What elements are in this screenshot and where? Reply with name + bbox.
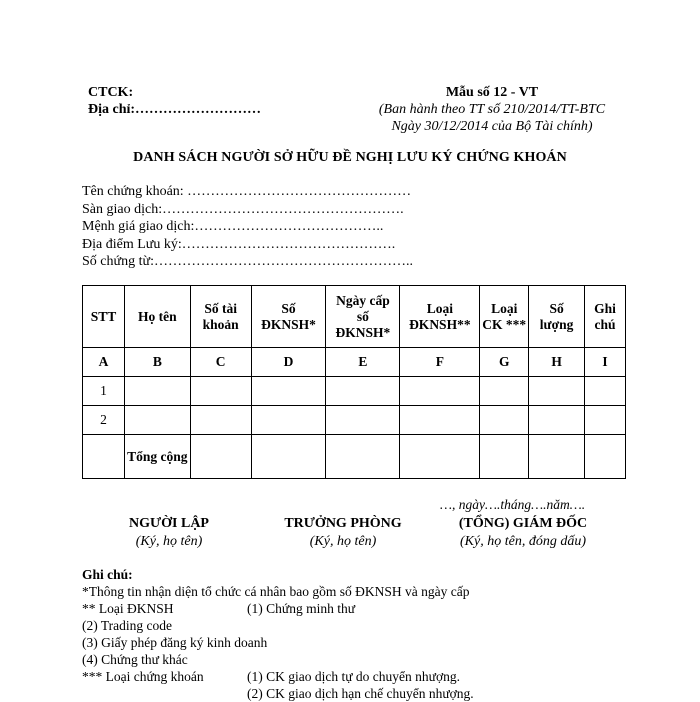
table-cell: F xyxy=(400,348,480,377)
table-cell: E xyxy=(326,348,400,377)
table-cell xyxy=(251,406,326,435)
note-reg-type-option: (1) Chứng minh thư xyxy=(247,601,356,616)
col-header-name: Họ tên xyxy=(124,286,190,348)
table-row xyxy=(83,377,626,406)
table-row xyxy=(83,406,626,435)
note-line: (3) Giấy phép đăng ký kinh doanh xyxy=(82,635,268,650)
table-cell xyxy=(326,435,400,479)
table-header-row xyxy=(83,286,626,348)
note-reg-type-label: ** Loại ĐKNSH xyxy=(82,601,174,616)
col-header-notes: Ghi chú xyxy=(585,286,626,348)
note-line xyxy=(82,600,469,617)
table-cell xyxy=(326,377,400,406)
note-line: (4) Chứng thư khác xyxy=(82,652,188,667)
header-left xyxy=(88,84,261,118)
table-cell xyxy=(480,377,529,406)
director-title: (TỔNG) GIÁM ĐỐC xyxy=(458,516,588,531)
field-par-value: Mệnh giá giao dịch:………………………………….. xyxy=(82,219,384,234)
head-title: TRƯỞNG PHÒNG xyxy=(284,516,402,531)
field-exchange: Sàn giao dịch:……………………………………………. xyxy=(82,201,404,217)
table-cell: C xyxy=(190,348,251,377)
preparer-note: (Ký, họ tên) xyxy=(135,534,203,549)
table-cell xyxy=(585,406,626,435)
note-security-type-option: (2) CK giao dịch hạn chế chuyển nhượng. xyxy=(247,686,474,701)
note-line xyxy=(82,685,474,702)
table-cell: H xyxy=(529,348,585,377)
col-header-reg-date: Ngày cấp số ĐKNSH* xyxy=(326,286,400,348)
table-cell xyxy=(585,377,626,406)
field-depository-location: Địa điểm Lưu ký:………………………………………. xyxy=(82,236,396,252)
table-cell xyxy=(190,435,251,479)
table-total-row xyxy=(83,435,626,479)
table-cell xyxy=(585,435,626,479)
col-header-security-type: Loại CK *** xyxy=(480,286,529,348)
col-header-stt: STT xyxy=(83,286,125,348)
table-cell xyxy=(124,377,190,406)
table-cell: D xyxy=(251,348,326,377)
preparer-title: NGƯỜI LẬP xyxy=(129,516,209,531)
table-cell xyxy=(251,377,326,406)
head-note: (Ký, họ tên) xyxy=(309,534,377,549)
table-cell: 1 xyxy=(83,377,125,406)
field-document-no: Số chứng từ:……………………………………………….. xyxy=(82,254,413,269)
table-cell xyxy=(400,406,480,435)
table-cell xyxy=(190,377,251,406)
form-number: Mẫu số 12 - VT xyxy=(445,85,539,100)
notes-heading: Ghi chú: xyxy=(82,567,133,582)
note-line xyxy=(82,668,469,685)
table-cell xyxy=(480,406,529,435)
issued-by-line2: Ngày 30/12/2014 của Bộ Tài chính) xyxy=(391,119,593,134)
table-cell xyxy=(400,435,480,479)
table-cell xyxy=(83,435,125,479)
table-cell xyxy=(326,406,400,435)
note-security-type-label: *** Loại chứng khoán xyxy=(82,669,204,684)
total-label: Tổng cộng xyxy=(124,435,190,479)
table-cell xyxy=(251,435,326,479)
col-header-account: Số tài khoản xyxy=(190,286,251,348)
note-line: (2) Trading code xyxy=(82,618,172,633)
header-right xyxy=(362,84,622,135)
table-cell: 2 xyxy=(83,406,125,435)
table-cell xyxy=(124,406,190,435)
signature-preparer xyxy=(69,515,269,551)
table-letter-row xyxy=(83,348,626,377)
director-note: (Ký, họ tên, đóng dấu) xyxy=(460,534,586,549)
ctck-label: CTCK: xyxy=(88,85,134,100)
col-header-reg-no: Số ĐKNSH* xyxy=(251,286,326,348)
document-title: DANH SÁCH NGƯỜI SỞ HỮU ĐỀ NGHỊ LƯU KÝ CHỨNG KHOÁN xyxy=(133,150,567,165)
table-cell: I xyxy=(585,348,626,377)
table-cell xyxy=(190,406,251,435)
issued-by-line1: (Ban hành theo TT số 210/2014/TT-BTC xyxy=(378,102,606,117)
table-cell: B xyxy=(124,348,190,377)
note-security-type-option: (1) CK giao dịch tự do chuyển nhượng. xyxy=(247,669,460,684)
info-fields xyxy=(82,183,413,271)
signature-date-line: …, ngày….tháng….năm…. xyxy=(440,497,586,512)
owners-table xyxy=(82,285,626,479)
address-label: Địa chỉ:……………………… xyxy=(88,102,262,117)
signature-head xyxy=(243,515,443,551)
table-cell: G xyxy=(480,348,529,377)
table-cell xyxy=(529,406,585,435)
col-header-reg-type: Loại ĐKNSH** xyxy=(400,286,480,348)
col-header-quantity: Số lượng xyxy=(529,286,585,348)
table-cell xyxy=(529,435,585,479)
table-cell xyxy=(529,377,585,406)
table-cell xyxy=(400,377,480,406)
notes-section xyxy=(82,566,474,702)
table-cell: A xyxy=(83,348,125,377)
signature-director xyxy=(423,515,623,551)
note-line: *Thông tin nhận diện tổ chức cá nhân bao gồm số ĐKNSH và ngày cấp xyxy=(82,584,470,599)
table-cell xyxy=(480,435,529,479)
field-security-name: Tên chứng khoán: ………………………………………… xyxy=(82,184,412,199)
